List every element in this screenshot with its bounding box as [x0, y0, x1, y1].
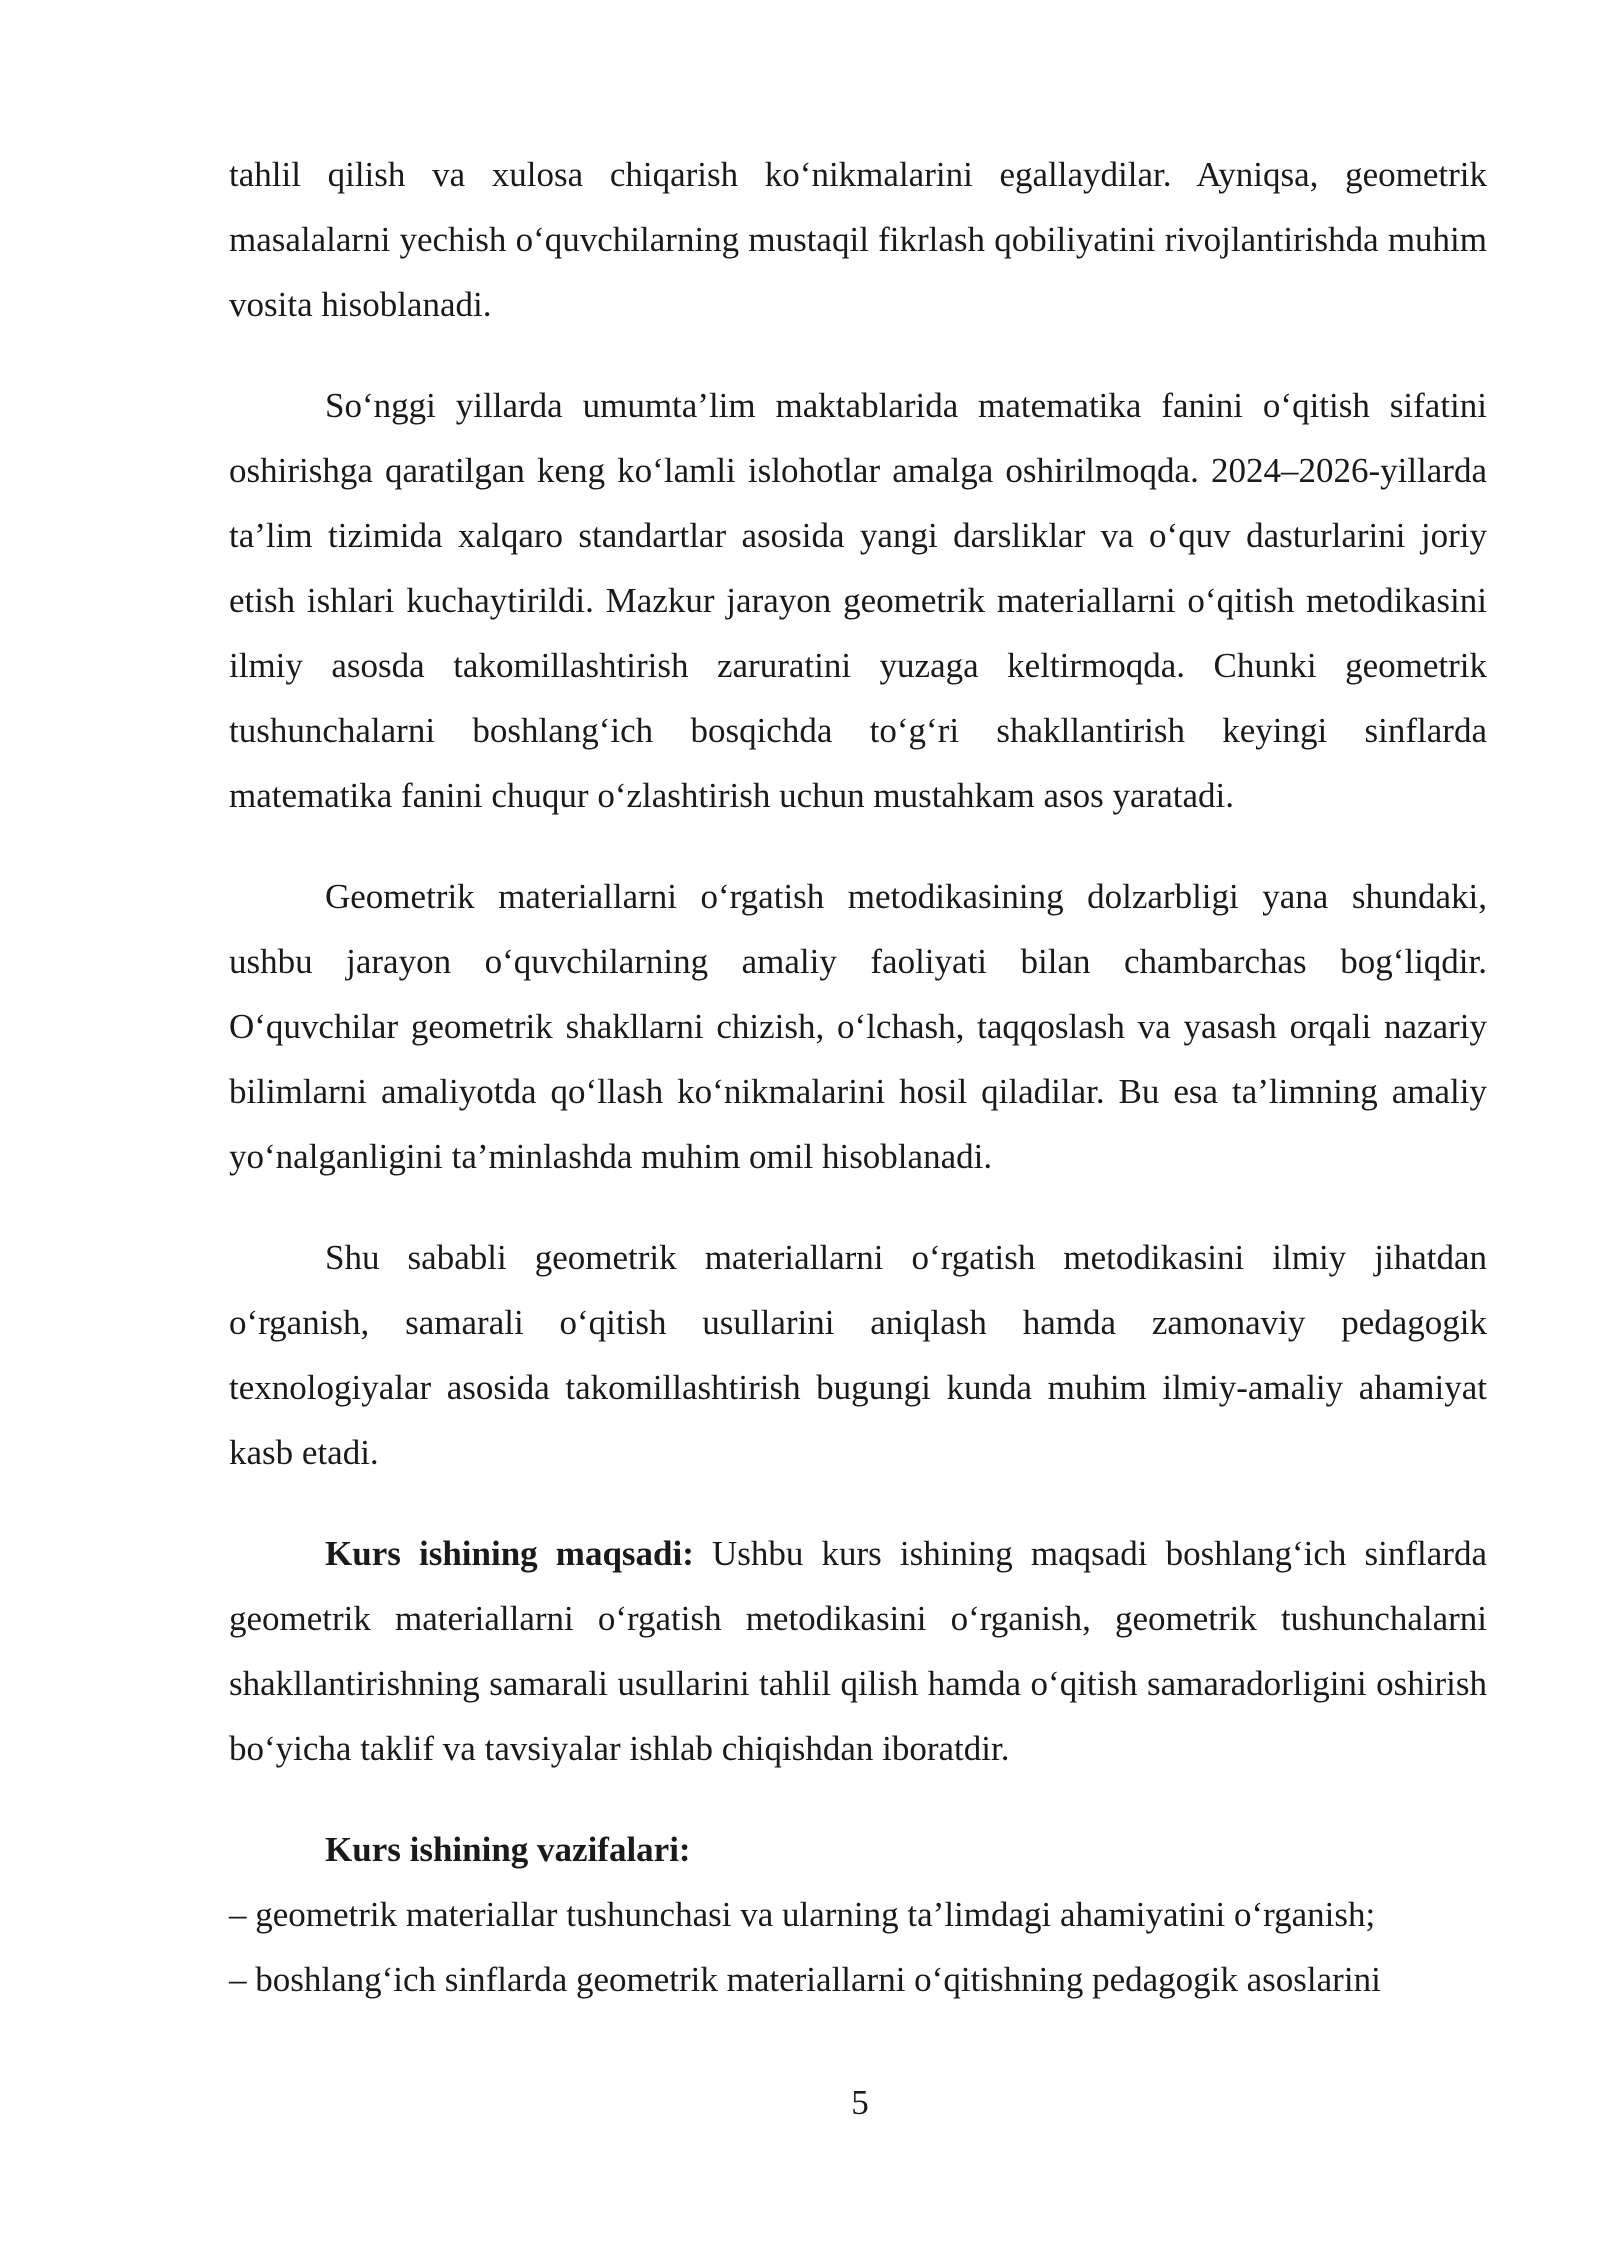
tasks-heading: Kurs ishining vazifalari: — [325, 1830, 691, 1869]
paragraph-continuation: tahlil qilish va xulosa chiqarish ko‘nikmalarini egallaydilar. Ayniqsa, geometrik masalalarni yechish o‘quvchilarning mustaqil fikrlash qobiliyatini rivojlantirishda muhim vosita hisoblanadi. — [229, 155, 1487, 324]
paragraph-reforms: So‘nggi yillarda umumta’lim maktablarida matematika fanini o‘qitish sifatini oshirishga qaratilgan keng ko‘lamli islohotlar amalga oshirilmoqda. 2024–2026-yillarda ta’lim tizimida xalqaro standartlar asosida yangi darsliklar va o‘quv dasturlarini joriy etish ishlari kuchaytirildi. Mazkur jarayon geometrik materiallarni o‘qitish metodikasini ilmiy asosda takomillashtirish zaruratini yuzaga keltirmoqda. Chunki geometrik tushunchalarni boshlang‘ich bosqichda to‘g‘ri shakllantirish keyingi sinflarda matematika fanini chuqur o‘zlashtirish uchun mustahkam asos yaratadi. — [229, 386, 1487, 815]
paragraph-importance: Shu sababli geometrik materiallarni o‘rgatish metodikasini ilmiy jihatdan o‘rganish, samarali o‘qitish usullarini aniqlash hamda zamonaviy pedagogik texnologiyalar asosida takomillashtirish bugungi kunda muhim ilmiy-amaliy ahamiyat kasb etadi. — [229, 1238, 1487, 1472]
page-body — [229, 142, 1487, 2012]
page-number: 5 — [851, 2083, 869, 2122]
goal-label: Kurs ishining maqsadi: — [325, 1534, 694, 1573]
goal-text: Ushbu kurs ishining maqsadi boshlang‘ich sinflarda geometrik materiallarni o‘rgatish metodikasini o‘rganish, geometrik tushunchalarni shakllantirishning samarali usullarini tahlil qilish hamda o‘qitish samaradorligini oshirish bo‘yicha taklif va tavsiyalar ishlab chiqishdan iboratdir. — [229, 1534, 1487, 1768]
paragraph-goal — [229, 1521, 1487, 1781]
task-item-2: – boshlang‘ich sinflarda geometrik materiallarni o‘qitishning pedagogik asoslarini — [229, 1960, 1381, 1999]
task-item-1: – geometrik materiallar tushunchasi va ularning ta’limdagi ahamiyatini o‘rganish; — [229, 1895, 1376, 1934]
tasks-list — [229, 1882, 1487, 2012]
paragraph-relevance: Geometrik materiallarni o‘rgatish metodikasining dolzarbligi yana shundaki, ushbu jarayon o‘quvchilarning amaliy faoliyati bilan chambarchas bog‘liqdir. O‘quvchilar geometrik shakllarni chizish, o‘lchash, taqqoslash va yasash orqali nazariy bilimlarni amaliyotda qo‘llash ko‘nikmalarini hosil qiladilar. Bu esa ta’limning amaliy yo‘nalganligini ta’minlashda muhim omil hisoblanadi. — [229, 877, 1487, 1176]
